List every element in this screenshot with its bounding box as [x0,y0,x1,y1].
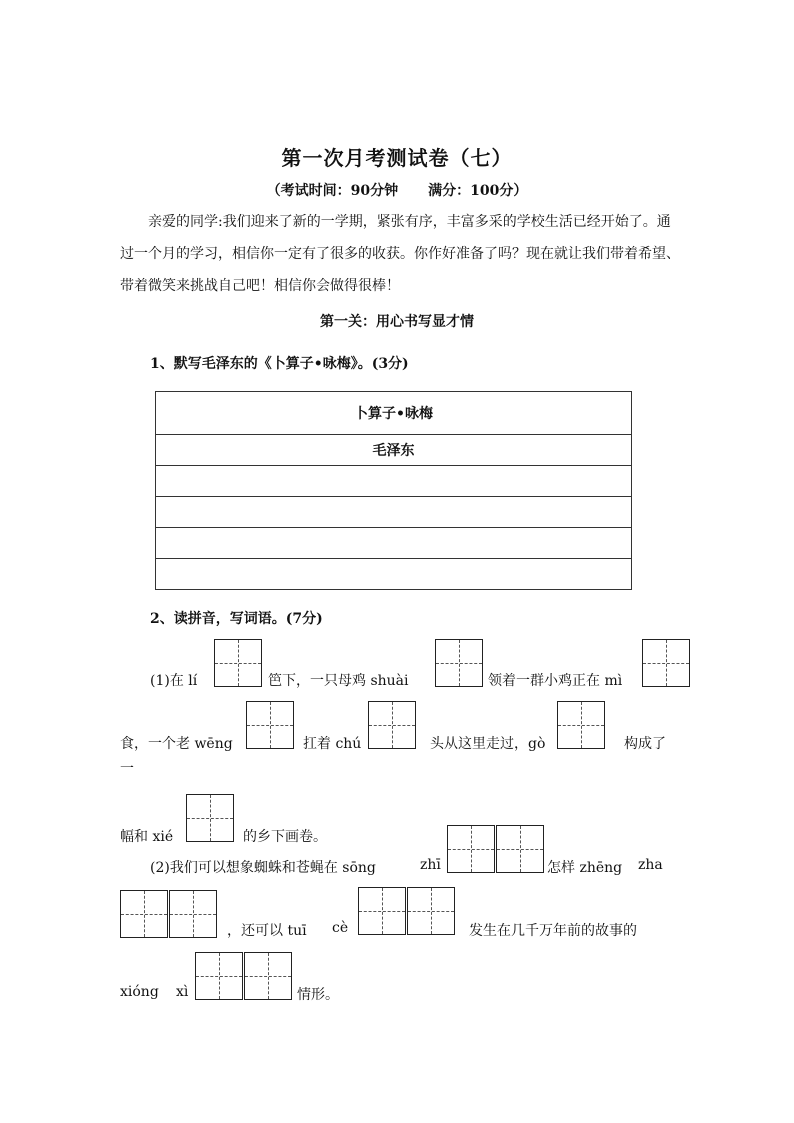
question-2-prompt: 2、读拼音，写词语。(7分) [150,611,323,627]
answer-grid-box[interactable] [169,890,217,938]
answer-grid-box[interactable] [186,794,234,842]
q2-text: xì [176,984,189,1000]
poem-line-blank[interactable] [156,528,632,559]
q2-text: xióng [120,984,159,1000]
answer-grid-box[interactable] [557,701,605,749]
q2-text: 头从这里走过，gò [430,736,546,752]
q2-text: 幅和 xié [120,829,174,845]
poem-line-blank[interactable] [156,466,632,497]
answer-grid-box[interactable] [447,825,495,873]
q2-text: 笆下，一只母鸡 shuài [268,673,409,689]
answer-grid-box[interactable] [358,887,406,935]
q2-text: 构成了 [624,736,666,752]
answer-grid-box[interactable] [435,639,483,687]
q2-text: 情形。 [297,987,339,1003]
answer-grid-box[interactable] [368,701,416,749]
answer-grid-box[interactable] [407,887,455,935]
answer-grid-box[interactable] [496,825,544,873]
question-1-prompt: 1、默写毛泽东的《卜算子•咏梅》。(3分) [150,356,409,372]
q2-text: 的乡下画卷。 [243,829,327,845]
poem-line-blank[interactable] [156,497,632,528]
q2-text: 一 [120,761,134,777]
exam-time: （考试时间：90分钟 [266,183,399,199]
q2-text: 食，一个老 wēng [120,736,233,752]
poem-author: 毛泽东 [156,435,632,466]
intro-paragraph: 亲爱的同学:我们迎来了新的一学期，紧张有序，丰富多采的学校生活已经开始了。通过一个月的学习，相信你一定有了很多的收获。你作好准备了吗？现在就让我们带着希望、带着微笑来挑战自己吧！相信你会做得很棒！ [120,214,680,294]
q2-text: 扛着 chú [303,736,362,752]
q2-text: 怎样 zhēng [547,860,623,876]
section-title: 第一关：用心书写显才情 [320,314,474,330]
answer-grid-box[interactable] [244,952,292,1000]
page-title: 第一次月考测试卷（七） [281,146,513,170]
q2-text: zhī [420,857,441,873]
q2-text: zha [638,857,663,873]
q2-text: ，还可以 tuī [227,923,307,939]
q2-text: 发生在几千万年前的故事的 [469,923,637,939]
q2-text: cè [332,920,349,936]
answer-grid-box[interactable] [246,701,294,749]
poem-writing-table [155,391,632,590]
exam-score: 满分：100分） [428,183,528,199]
answer-grid-box[interactable] [214,639,262,687]
poem-title: 卜算子•咏梅 [156,392,632,435]
answer-grid-box[interactable] [195,952,243,1000]
answer-grid-box[interactable] [642,639,690,687]
poem-line-blank[interactable] [156,559,632,590]
q2-text: (1)在 lí [150,673,198,689]
exam-info [0,180,794,200]
answer-grid-box[interactable] [120,890,168,938]
q2-text: (2)我们可以想象蜘蛛和苍蝇在 sōng [150,860,376,876]
q2-text: 领着一群小鸡正在 mì [488,673,623,689]
